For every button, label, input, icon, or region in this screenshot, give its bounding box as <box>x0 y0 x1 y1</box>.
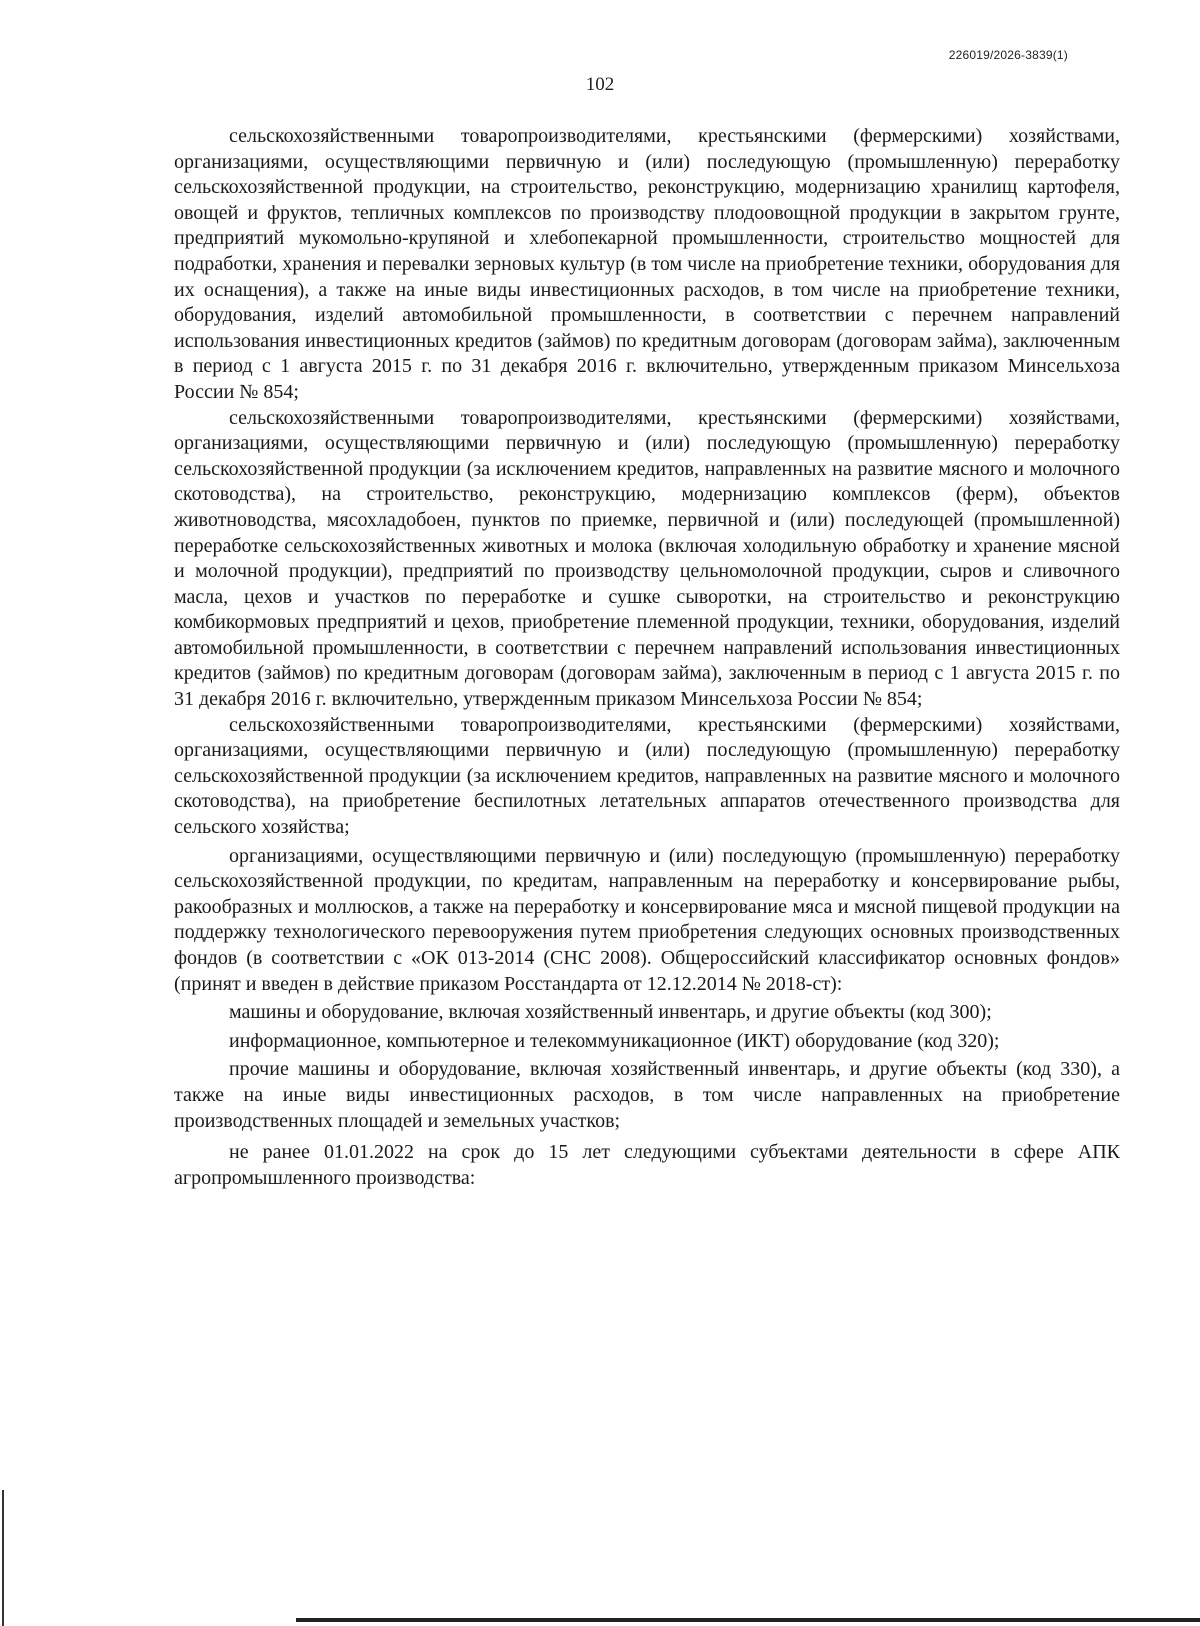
page-number: 102 <box>585 74 615 95</box>
paragraph: сельскохозяйственными товаропроизводителями, крестьянскими (фермерскими) хозяйствами, организациями, осуществляющими первичную и (или) последующую (промышленную) переработку сельскохозяйственной продукции (за исключением кредитов, направленных на развитие мясного и молочного скотоводства), на приобретение беспилотных летательных аппаратов отечественного производства для сельского хозяйства; <box>174 713 1120 839</box>
scan-edge-bottom <box>296 1618 1200 1622</box>
document-id: 226019/2026-3839(1) <box>948 48 1068 62</box>
scan-edge-left <box>2 1490 4 1626</box>
paragraph: информационное, компьютерное и телекоммуникационное (ИКТ) оборудование (код 320); <box>229 1029 1000 1052</box>
paragraph: прочие машины и оборудование, включая хозяйственный инвентарь, и другие объекты (код 330), а также на иные виды инвестиционных расходов, в том числе направленных на приобретение производственных площадей и земельных участков; <box>174 1058 1120 1132</box>
document-body <box>174 124 1120 1191</box>
paragraph: сельскохозяйственными товаропроизводителями, крестьянскими (фермерскими) хозяйствами, организациями, осуществляющими первичную и (или) последующую (промышленную) переработку сельскохозяйственной продукции, на строительство, реконструкцию, модернизацию хранилищ картофеля, овощей и фруктов, тепличных комплексов по производству плодоовощной продукции в закрытом грунте, предприятий мукомольно-крупяной и хлебопекарной промышленности, строительство мощностей для подработки, хранения и перевалки зерновых культур (в том числе на приобретение техники, оборудования для их оснащения), а также на иные виды инвестиционных расходов, в том числе на приобретение техники, оборудования, изделий автомобильной промышленности, в соответствии с перечнем направлений использования инвестиционных кредитов (займов) по кредитным договорам (договорам займа), заключенным в период с 1 августа 2015 г. по 31 декабря 2016 г. включительно, утвержденным приказом Минсельхоза России № 854; <box>174 125 1120 403</box>
paragraph: машины и оборудование, включая хозяйственный инвентарь, и другие объекты (код 300); <box>229 1001 992 1024</box>
paragraph: организациями, осуществляющими первичную и (или) последующую (промышленную) переработку сельскохозяйственной продукции, по кредитам, направленным на переработку и консервирование рыбы, ракообразных и моллюсков, а также на переработку и консервирование мяса и мясной пищевой продукции на поддержку технологического перевооружения путем приобретения следующих основных производственных фондов (в соответствии с «ОК 013-2014 (СНС 2008). Общероссийский классификатор основных фондов» (принят и введен в действие приказом Росстандарта от 12.12.2014 № 2018-ст): <box>174 844 1120 995</box>
paragraph: сельскохозяйственными товаропроизводителями, крестьянскими (фермерскими) хозяйствами, организациями, осуществляющими первичную и (или) последующую (промышленную) переработку сельскохозяйственной продукции (за исключением кредитов, направленных на развитие мясного и молочного скотоводства), на строительство, реконструкцию, модернизацию комплексов (ферм), объектов животноводства, мясохладобоен, пунктов по приемке, первичной и (или) последующей (промышленной) переработке сельскохозяйственных животных и молока (включая холодильную обработку и хранение мясной и молочной продукции), предприятий по производству цельномолочной продукции, сыров и сливочного масла, цехов и участков по переработке и сушке сыворотки, на строительство и реконструкцию комбикормовых предприятий и цехов, приобретение племенной продукции, техники, оборудования, изделий автомобильной промышленности, в соответствии с перечнем направлений использования инвестиционных кредитов (займов) по кредитным договорам (договорам займа), заключенным в период с 1 августа 2015 г. по 31 декабря 2016 г. включительно, утвержденным приказом Минсельхоза России № 854; <box>174 406 1120 711</box>
paragraph: не ранее 01.01.2022 на срок до 15 лет следующими субъектами деятельности в сфере АПК агропромышленного производства: <box>174 1141 1120 1189</box>
